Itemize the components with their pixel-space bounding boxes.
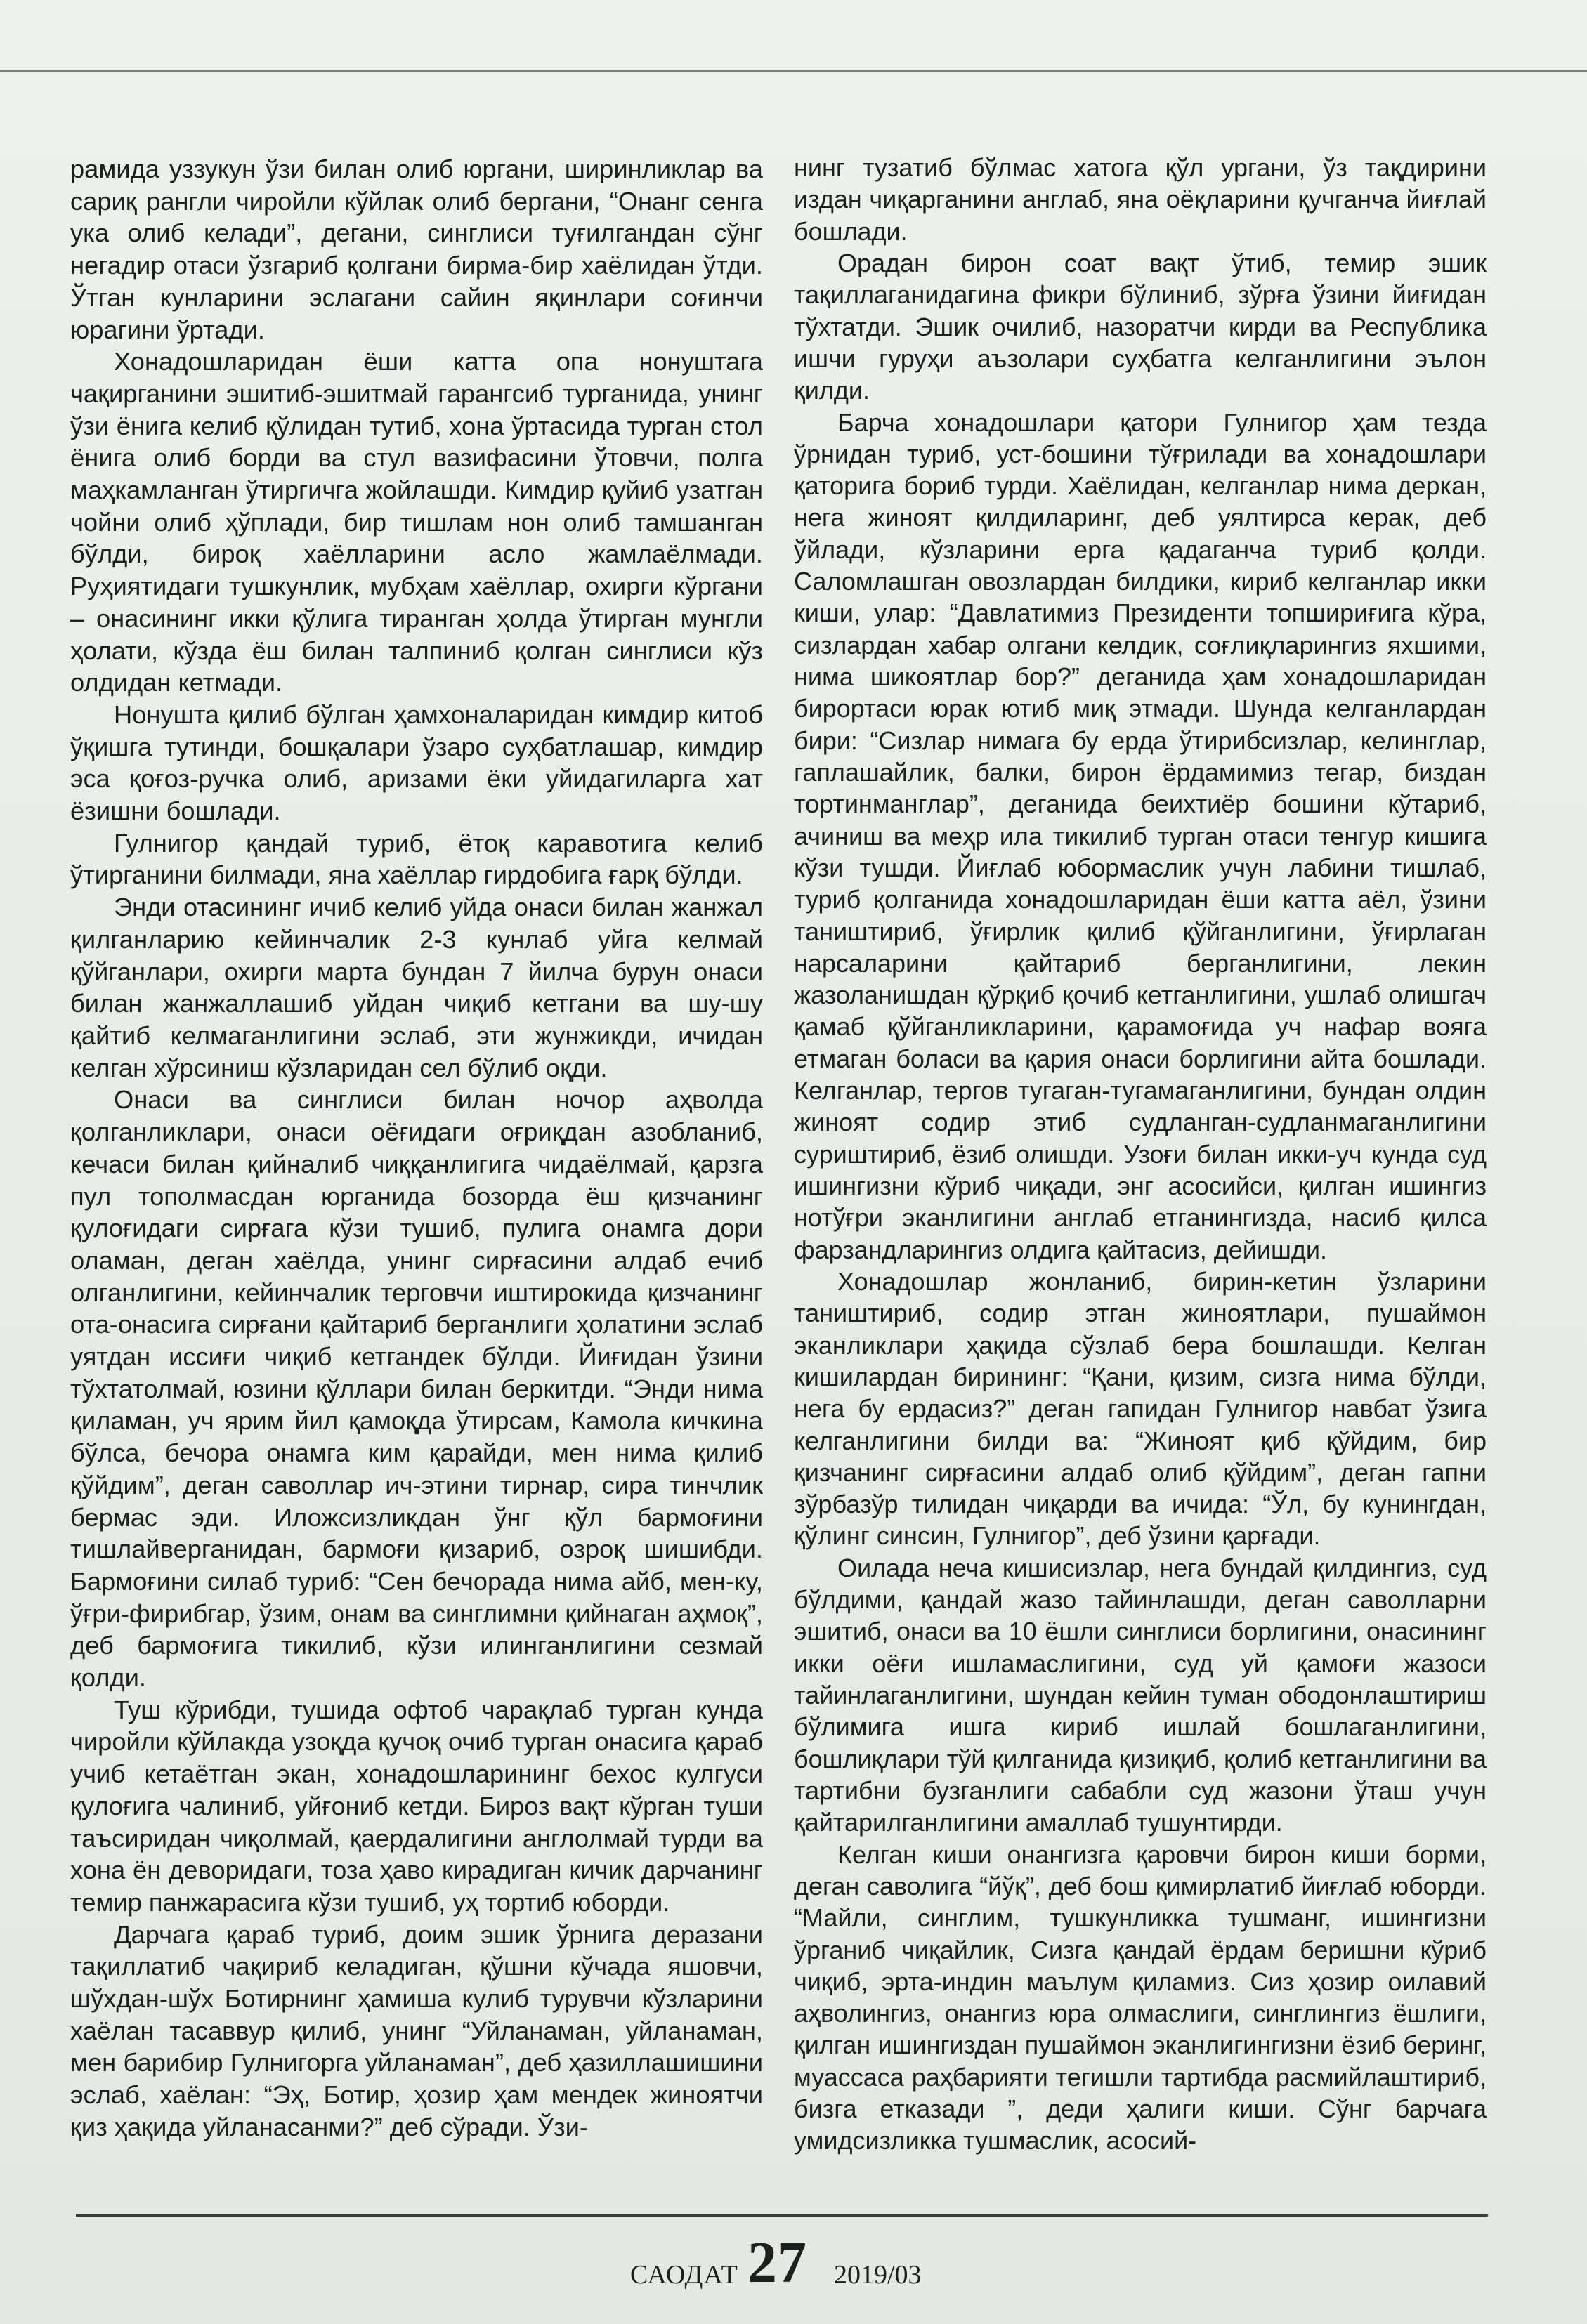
page-number: 27 — [747, 2230, 806, 2295]
right-column — [794, 152, 1487, 2157]
bottom-divider — [76, 2214, 1488, 2217]
paragraph: Орадан бирон соат вақт ўтиб, темир эшик тақиллаганидагина фикри бўлиниб, зўрға ўзини йиғидан тўхтатди. Эшик очилиб, назоратчи кирди ва Республика ишчи гуруҳи аъзолари суҳбатга келганлигини эълон қилди. — [794, 248, 1487, 405]
paragraph: Гулнигор қандай туриб, ётоқ каравотига келиб ўтирганини билмади, яна хаёллар гирдобига ғарқ бўлди. — [70, 828, 763, 890]
top-divider — [0, 70, 1587, 72]
paragraph: Хонадошлар жонланиб, бирин-кетин ўзларини таништириб, содир этган жиноятлари, пушаймон эканликлари ҳақида сўзлаб бера бошлашди. Келган кишилардан бирининг: “Қани, қизим, сизга нима бўлди, нега бу ердасиз?” деган гапидан Гулнигор навбат ўзига келганлигини билди ва: “Жиноят қиб қўйдим, бир қизчанинг сирғасини алдаб олиб қўйдим”, деган гапни зўрбазўр тилидан чиқарди ва ичида: “Ўл, бу кунингдан, қўлинг синсин, Гулнигор”, деб ўзини қарғади. — [794, 1266, 1487, 1551]
paragraph: Энди отасининг ичиб келиб уйда онаси билан жанжал қилганларию кейинчалик 2-3 кунлаб уйга келмай қўйганлари, охирги марта бундан 7 йилча бурун онаси билан жанжаллашиб уйдан чиқиб кетгани ва шу-шу қайтиб келмаганлигини эслаб, эти жунжикди, ичидан келган хўрсиниш кўзларидан сел бўлиб оқди. — [70, 893, 763, 1082]
paragraph: Туш кўрибди, тушида офтоб чарақлаб турган кунда чиройли кўйлакда узоқда қучоқ очиб турган онасига қараб учиб кетаётган экан, хонадошларининг бехос кулгуси қулоғига чалиниб, уйғониб кетди. Бироз вақт кўрган туши таъсиридан чиқолмай, қаердалигини англолмай турди ва хона ён деворидаги, тоза ҳаво кирадиган кичик дарчанинг темир панжарасига кўзи тушиб, уҳ тортиб юборди. — [70, 1695, 763, 1917]
paragraph: Нонушта қилиб бўлган ҳамхоналаридан кимдир китоб ўқишга тутинди, бошқалари ўзаро суҳбатлашар, кимдир эса қоғоз-ручка олиб, аризами ёки уйидагиларга хат ёзишни бошлади. — [70, 700, 763, 826]
magazine-name: САОДАТ — [630, 2260, 738, 2290]
paragraph: Келган киши онангизга қаровчи бирон киши борми, деган саволига “йўқ”, деб бош қимирлатиб йиғлаб юборди. “Майли, синглим, тушкунликка тушманг, ишингизни ўрганиб чиқайлик, Сизга қандай ёрдам беришни кўриб чиқиб, эрта-индин маълум қиламиз. Сиз ҳозир оилавий аҳволингиз, онангиз юра олмаслиги, синглингиз ёшлиги, қилган ишингиздан пушаймон эканлигингизни ёзиб беринг, муассаса раҳбарияти тегишли тартибда расмийлаштириб, бизга етказади ”, деди ҳалиги киши. Сўнг барчага умидсизликка тушмаслик, асосий- — [794, 1839, 1487, 2155]
paragraph: Барча хонадошлари қатори Гулнигор ҳам тезда ўрнидан туриб, уст-бошини тўғрилади ва хонадошлари қаторига бориб турди. Хаёлидан, келганлар нима деркан, нега жиноят қилдиларинг, деб уялтирса керак, деб ўйлади, кўзларини ерга қадаганча туриб қолди. Саломлашган овозлардан билдики, кириб келганлар икки киши, улар: “Давлатимиз Президенти топшириғига кўра, сизлардан хабар олгани келдик, соғлиқларингиз яхшими, нима шикоятлар бор?” деганида ҳам хонадошларидан бирортаси юрак ютиб миқ этмади. Шунда келганлардан бири: “Сизлар нимага бу ерда ўтирибсизлар, келинглар, гаплашайлик, балки, бирон ёрдамимиз тегар, биздан тортинманглар”, деганида беихтиёр бошини кўтариб, ачиниш ва меҳр ила тикилиб турган отаси тенгур кишига кўзи тушди. Йиғлаб юбормаслик учун лабини тишлаб, туриб қолганида хонадошларидан ёши катта аёл, ўзини таништириб, ўғирлик қилиб қўйганлигини, ўғирлаган нарсаларини қайтариб берганлигини, лекин жазоланишдан қўрқиб қочиб кетганлигини, ушлаб олишгач қамаб қўйганликларини, қарамоғида уч нафар вояга етмаган боласи ва қария онаси борлигини айта бошлади. Келганлар, тергов тугаган-тугамаганлигини, бундан олдин жиноят содир этиб судланган-судланмаганлигини суриштириб, ёзиб олишди. Узоғи билан икки-уч кунда суд ишингизни кўриб чиқади, энг асосийси, қилган ишингиз нотўғри эканлигини англаб етганингизда, насиб қилса фарзандларингиз олдига қайтасиз, дейишди. — [794, 407, 1487, 1264]
issue-date: 2019/03 — [834, 2260, 922, 2290]
paragraph: рамида уззукун ўзи билан олиб юргани, ширинликлар ва сариқ рангли чиройли кўйлак олиб бергани, “Онанг сенга ука олиб келади”, дегани, синглиси туғилгандан сўнг негадир отаси ўзгариб қолгани бирма-бир хаёлидан ўтди. Ўтган кунларини эслагани сайин яқинлари соғинчи юрагини ўртади. — [70, 155, 763, 344]
paragraph: нинг тузатиб бўлмас хатога қўл ургани, ўз тақдирини издан чиқарганини англаб, яна оёқларини қучганча йиғлай бошлади. — [794, 153, 1487, 246]
left-column — [70, 153, 763, 2144]
paragraph: Хонадошларидан ёши катта опа нонуштага чақирганини эшитиб-эшитмай гарангсиб турганида, унинг ўзи ёнига келиб қўлидан тутиб, хона ўртасида турган стол ёнига олиб борди ва стул вазифасини ўтовчи, полга маҳкамланган ўтиргичга жойлашди. Кимдир қуйиб узатган чойни олиб ҳўплади, бир тишлам нон олиб тамшанган бўлди, бироқ хаёлларини асло жамлаёлмади. Руҳиятидаги тушкунлик, мубҳам хаёллар, охирги кўргани – онасининг икки қўлига тиранган ҳолда ўтирган мунгли ҳолати, кўзда ёш билан талпиниб қолган синглиси кўз олдидан кетмади. — [70, 347, 763, 697]
paragraph: Дарчага қараб туриб, доим эшик ўрнига деразани тақиллатиб чақириб келадиган, қўшни кўчада яшовчи, шўхдан-шўх Ботирнинг ҳамиша кулиб турувчи кўзларини хаёлан тасаввур қилиб, унинг “Уйланаман, уйланаман, мен барибир Гулнигорга уйланаман”, деб ҳазиллашишини эслаб, хаёлан: “Эҳ, Ботир, ҳозир ҳам мендек жиноятчи қиз ҳақида уйланасанми?” деб сўради. Ўзи- — [70, 1919, 763, 2141]
paragraph: Оилада неча кишисизлар, нега бундай қилдингиз, суд бўлдими, қандай жазо тайинлашди, деган саволларни эшитиб, онаси ва 10 ёшли синглиси борлигини, онасининг икки оёғи ишламаслигини, суд уй қамоғи жазоси тайинлаганлигини, шундан кейин туман ободонлаштириш бўлимига ишга кириб ишлай бошлаганлигини, бошлиқлари тўй қилганида қизиқиб, қолиб кетганлигини ва тартибни бузганлиги сабабли суд жазони ўташ учун қайтарилганлигини амаллаб тушунтирди. — [794, 1553, 1487, 1837]
page-footer — [0, 2223, 1587, 2295]
paragraph: Онаси ва синглиси билан ночор аҳволда қолганликлари, онаси оёғидаги оғриқдан азобланиб, кечаси билан қийналиб чиққанлигига чидаёлмай, қарзга пул тополмасдан юрганида бозорда ёш қизчанинг қулоғидаги сирғага кўзи тушиб, пулига онамга дори оламан, деган хаёлда, унинг сирғасини алдаб ечиб олганлигини, кейинчалик терговчи иштирокида қизчанинг ота-онасига сирғани қайтариб берганлиги ҳолатини эслаб уятдан иссиғи чиқиб кетгандек бўлди. Йиғидан ўзини тўхтатолмай, юзини қўллари билан беркитди. “Энди нима қиламан, уч ярим йил қамоқда ўтирсам, Камола кичкина бўлса, бечора онамга ким қарайди, мен нима қилиб қўйдим”, деган саволлар ич-этини тирнар, сира тинчлик бермас эди. Иложсизликдан ўнг қўл бармоғини тишлайверганидан, бармоғи қизариб, озроқ шишибди. Бармоғини силаб туриб: “Сен бечорада нима айб, мен-ку, ўғри-фирибгар, ўзим, онам ва синглимни қийнаган аҳмоқ”, деб бармоғига тикилиб, кўзи илинганлигини сезмай қолди. — [70, 1085, 763, 1693]
